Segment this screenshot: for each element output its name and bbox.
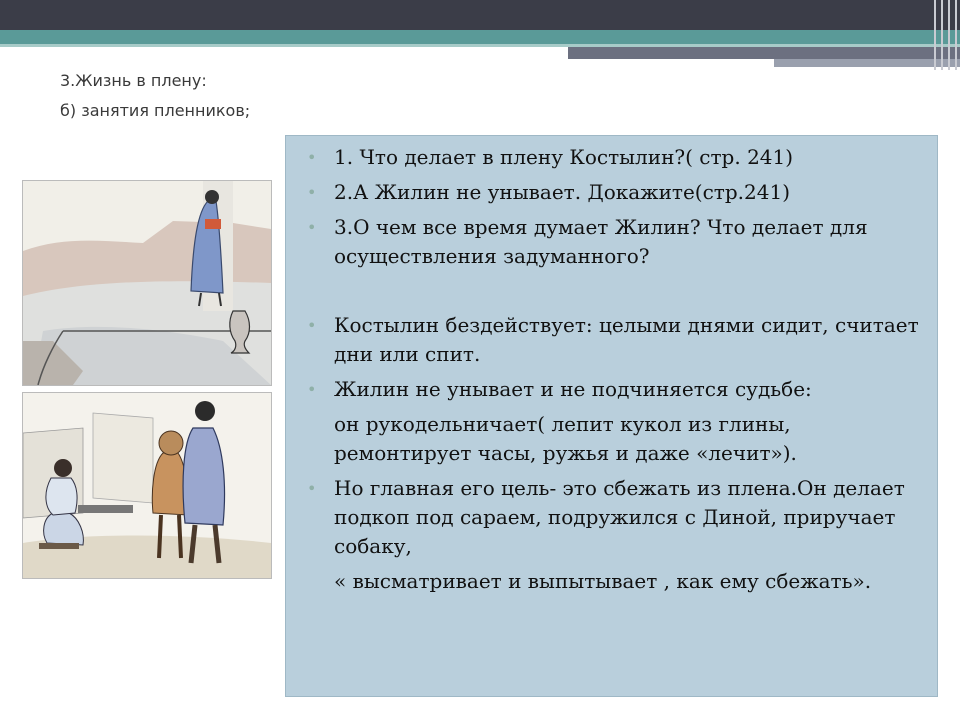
list-item <box>305 213 930 271</box>
bullet-list <box>305 143 930 602</box>
list-item-text: 1. Что делает в плену Костылин?( стр. 241) <box>334 145 794 169</box>
bullet-dot-icon: • <box>307 380 317 399</box>
bullet-dot-icon: • <box>307 218 317 237</box>
corner-lines <box>932 0 960 70</box>
list-item-text: он рукодельничает( лепит кукол из глины, ремонтирует часы, ружья и даже «лечит»). <box>334 412 797 465</box>
spacer <box>305 277 930 311</box>
bullet-dot-icon: • <box>307 479 317 498</box>
list-item-text: Но главная его цель- это сбежать из плена.Он делает подкоп под сараем, подружился с Диной, приручает собаку, <box>334 476 905 558</box>
title-line-2: б) занятия пленников; <box>60 101 251 120</box>
list-item <box>305 375 930 404</box>
top-dark-bar <box>0 0 960 30</box>
list-item-text: 3.О чем все время думает Жилин? Что делает для осуществления задуманного? <box>334 215 868 268</box>
list-item-text: « высматривает и выпытывает , как ему сбежать». <box>334 569 872 593</box>
title-line-1: 3.Жизнь в плену: <box>60 71 207 90</box>
teal-accent-bar <box>0 30 960 44</box>
list-item-text: Жилин не унывает и не подчиняется судьбе: <box>334 377 812 401</box>
list-item <box>305 474 930 561</box>
bullet-dot-icon: • <box>307 316 317 335</box>
illustration-kostylin <box>22 180 272 386</box>
illustration-zhilin-drawing <box>23 393 271 578</box>
list-item-continuation <box>305 410 930 468</box>
list-item <box>305 311 930 369</box>
list-item <box>305 178 930 207</box>
illustration-zhilin <box>22 392 272 579</box>
list-item-text: Костылин бездействует: целыми днями сидит, считает дни или спит. <box>334 313 919 366</box>
bullet-dot-icon: • <box>307 148 317 167</box>
illustration-kostylin-drawing <box>23 181 271 385</box>
list-item-continuation <box>305 567 930 596</box>
gray-accent-bar <box>568 47 960 59</box>
bullet-dot-icon: • <box>307 183 317 202</box>
list-item <box>305 143 930 172</box>
list-item-text: 2.А Жилин не унывает. Докажите(стр.241) <box>334 180 791 204</box>
slide-title <box>60 66 250 126</box>
